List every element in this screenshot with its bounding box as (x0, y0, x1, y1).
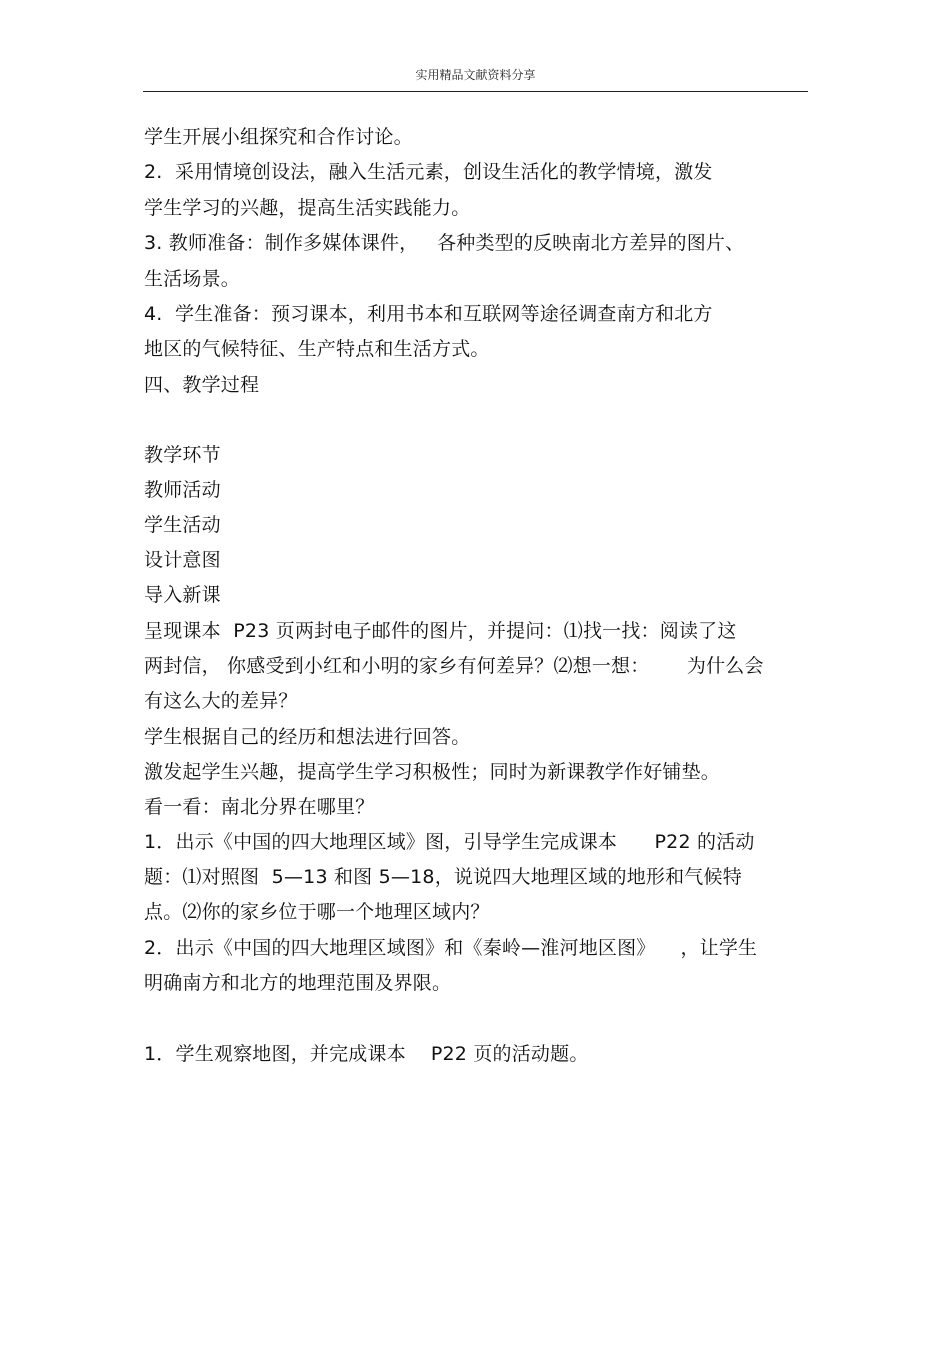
table-header-cell: 学生活动 (144, 514, 221, 536)
text-line: 地区的气候特征、生产特点和生活方式。 (144, 338, 490, 360)
text-line: 2. 采用情境创设法，融入生活元素，创设生活化的教学情境，激发 (144, 161, 713, 183)
header-rule (143, 91, 808, 92)
table-header-cell: 设计意图 (144, 549, 221, 571)
table-cell: 呈现课本 P23 页两封电子邮件的图片，并提问：⑴找一找：阅读了这 (144, 620, 737, 642)
text-line: 学生开展小组探究和合作讨论。 (144, 126, 413, 148)
table-cell: 1．出示《中国的四大地理区域》图，引导学生完成课本 P22 的活动 (144, 831, 755, 853)
text-line: 4. 学生准备：预习课本，利用书本和互联网等途径调查南方和北方 (144, 303, 713, 325)
table-cell: 导入新课 (144, 584, 221, 606)
table-header-cell: 教师活动 (144, 479, 221, 501)
text-line: 学生学习的兴趣，提高生活实践能力。 (144, 197, 471, 219)
text-line: 3. 教师准备：制作多媒体课件， 各种类型的反映南北方差异的图片、 (144, 232, 745, 254)
table-cell: 2．出示《中国的四大地理区域图》和《秦岭—淮河地区图》 ，让学生 (144, 937, 758, 959)
table-cell: 题：⑴对照图 5—13 和图 5—18，说说四大地理区域的地形和气候特 (144, 866, 742, 888)
table-cell: 有这么大的差异？ (144, 690, 298, 712)
table-cell: 1．学生观察地图，并完成课本 P22 页的活动题。 (144, 1043, 589, 1065)
page-header: 实用精品文献资料分享 (415, 68, 536, 82)
text-line: 生活场景。 (144, 268, 241, 290)
table-header-cell: 教学环节 (144, 444, 221, 466)
table-cell: 学生根据自己的经历和想法进行回答。 (144, 726, 471, 748)
section-heading: 四、教学过程 (144, 374, 260, 396)
table-cell: 点。⑵你的家乡位于哪一个地理区域内？ (144, 901, 490, 923)
table-cell: 明确南方和北方的地理范围及界限。 (144, 972, 452, 994)
table-cell: 两封信， 你感受到小红和小明的家乡有何差异？⑵想一想： 为什么会 (144, 655, 764, 677)
table-cell: 激发起学生兴趣，提高学生学习积极性；同时为新课教学作好铺垫。 (144, 761, 721, 783)
table-cell: 看一看：南北分界在哪里？ (144, 796, 375, 818)
